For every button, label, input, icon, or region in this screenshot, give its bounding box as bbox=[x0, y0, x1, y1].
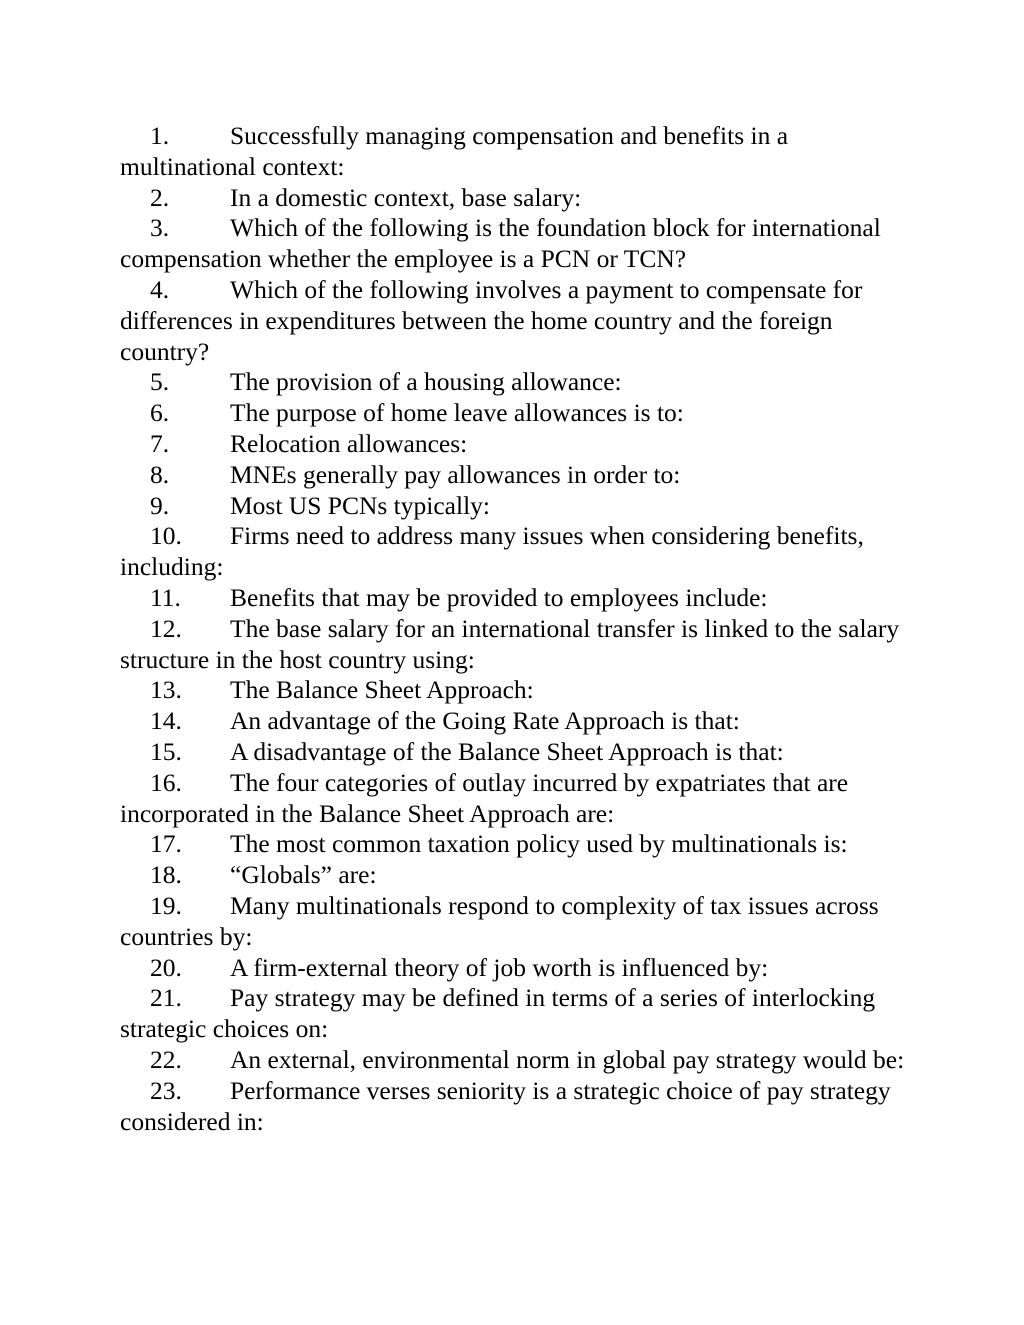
question-number: 10. bbox=[150, 521, 182, 551]
question-item bbox=[120, 829, 910, 860]
question-number: 1. bbox=[150, 121, 170, 150]
question-number: 9. bbox=[150, 490, 170, 520]
question-number: 13. bbox=[150, 675, 182, 705]
question-text: Which of the following is the foundation block for international compensation whether the employee is a PCN or TCN? bbox=[120, 213, 881, 274]
question-item bbox=[120, 183, 910, 214]
question-number: 8. bbox=[150, 459, 170, 489]
question-number: 14. bbox=[150, 706, 182, 736]
question-number: 21. bbox=[150, 983, 182, 1013]
question-text: Successfully managing compensation and benefits in a multinational context: bbox=[120, 121, 789, 181]
question-number: 18. bbox=[150, 860, 182, 890]
question-item bbox=[120, 491, 910, 522]
question-text: A firm-external theory of job worth is influenced by: bbox=[230, 952, 769, 982]
question-number: 20. bbox=[150, 952, 182, 982]
question-item bbox=[120, 367, 910, 398]
question-text: Most US PCNs typically: bbox=[230, 490, 490, 520]
question-item bbox=[120, 675, 910, 706]
question-text: The four categories of outlay incurred by expatriates that are incorporated in the Balance Sheet Approach are: bbox=[120, 767, 849, 828]
question-text: “Globals” are: bbox=[230, 860, 377, 890]
question-item bbox=[120, 768, 910, 830]
question-number: 19. bbox=[150, 890, 182, 920]
question-item bbox=[120, 275, 910, 367]
question-text: The base salary for an international transfer is linked to the salary structure in the host country using: bbox=[120, 613, 900, 674]
question-number: 17. bbox=[150, 829, 182, 859]
question-item bbox=[120, 1045, 910, 1076]
question-item bbox=[120, 213, 910, 275]
question-item bbox=[120, 891, 910, 953]
question-text: Benefits that may be provided to employees include: bbox=[230, 582, 768, 612]
question-text: The Balance Sheet Approach: bbox=[230, 675, 534, 705]
question-item bbox=[120, 614, 910, 676]
question-item bbox=[120, 460, 910, 491]
question-item bbox=[120, 583, 910, 614]
question-item bbox=[120, 121, 910, 183]
question-number: 22. bbox=[150, 1044, 182, 1074]
question-text: MNEs generally pay allowances in order to: bbox=[230, 459, 681, 489]
question-item bbox=[120, 953, 910, 984]
question-text: Many multinationals respond to complexity of tax issues across countries by: bbox=[120, 890, 879, 951]
question-item bbox=[120, 706, 910, 737]
question-text: An external, environmental norm in global pay strategy would be: bbox=[230, 1044, 905, 1074]
question-text: The provision of a housing allowance: bbox=[230, 367, 622, 397]
question-number: 4. bbox=[150, 274, 170, 304]
question-number: 6. bbox=[150, 398, 170, 428]
question-text: Which of the following involves a payment to compensate for differences in expenditures between the home country and the foreign country? bbox=[120, 274, 863, 366]
question-item bbox=[120, 398, 910, 429]
question-text: A disadvantage of the Balance Sheet Approach is that: bbox=[230, 736, 784, 766]
question-number: 15. bbox=[150, 736, 182, 766]
question-item bbox=[120, 860, 910, 891]
question-text: The purpose of home leave allowances is to: bbox=[230, 398, 684, 428]
question-item bbox=[120, 983, 910, 1045]
question-number: 2. bbox=[150, 182, 170, 212]
question-item bbox=[120, 429, 910, 460]
question-text: The most common taxation policy used by multinationals is: bbox=[230, 829, 848, 859]
question-text: An advantage of the Going Rate Approach is that: bbox=[230, 706, 740, 736]
question-number: 5. bbox=[150, 367, 170, 397]
question-list bbox=[120, 121, 910, 1137]
question-number: 16. bbox=[150, 767, 182, 797]
question-number: 23. bbox=[150, 1075, 182, 1105]
question-text: Relocation allowances: bbox=[230, 428, 468, 458]
question-number: 11. bbox=[150, 582, 181, 612]
question-text: Pay strategy may be defined in terms of a series of interlocking strategic choices on: bbox=[120, 983, 876, 1044]
question-number: 3. bbox=[150, 213, 170, 243]
question-text: Performance verses seniority is a strategic choice of pay strategy considered in: bbox=[120, 1075, 891, 1136]
question-number: 7. bbox=[150, 428, 170, 458]
question-item bbox=[120, 1076, 910, 1138]
question-number: 12. bbox=[150, 613, 182, 643]
question-text: Firms need to address many issues when considering benefits, including: bbox=[120, 521, 864, 582]
question-item bbox=[120, 737, 910, 768]
question-item bbox=[120, 521, 910, 583]
question-text: In a domestic context, base salary: bbox=[230, 182, 582, 212]
